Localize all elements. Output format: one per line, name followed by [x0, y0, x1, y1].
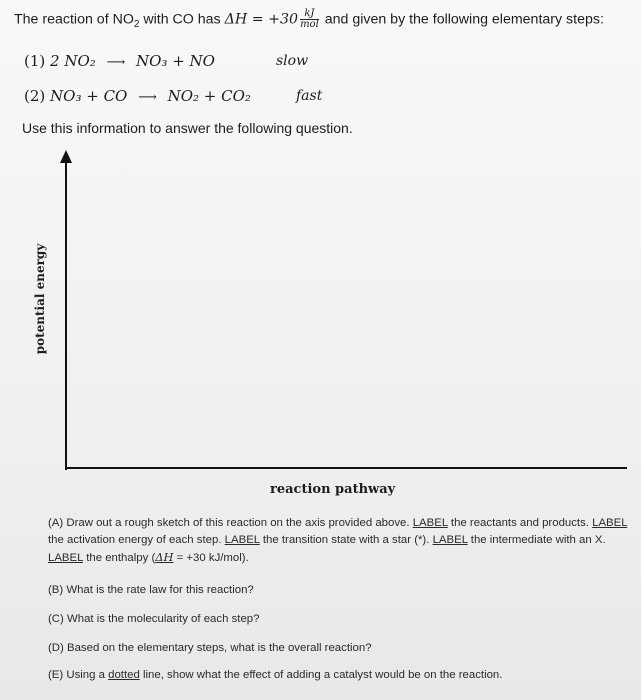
question-e — [48, 669, 502, 681]
unit-fraction — [300, 9, 319, 30]
step-2-rate: fast — [296, 88, 323, 104]
step-2-reactants: NO₃ + CO — [50, 87, 128, 105]
step-1-reactants: 2 NO₂ — [50, 52, 96, 70]
x-axis-label: reaction pathway — [270, 482, 396, 497]
dotted-keyword: dotted — [108, 669, 140, 681]
label-keyword: LABEL — [48, 552, 84, 564]
label-keyword: LABEL — [592, 517, 628, 529]
elementary-step-1 — [24, 52, 309, 70]
use-info-text: Use this information to answer the following question. — [22, 120, 353, 136]
question-a-text-1: (A) Draw out a rough sketch of this reaction on the axis provided above. — [48, 517, 413, 529]
intro-subscript: 2 — [133, 19, 140, 31]
question-a-text-7: = +30 kJ/mol). — [173, 552, 249, 564]
intro-prefix: The reaction of NO — [14, 11, 134, 28]
unit-numerator: kJ — [300, 9, 319, 20]
question-a-text-2: the reactants and products. — [447, 517, 593, 529]
step-1-products: NO₃ + NO — [135, 52, 215, 70]
label-keyword: LABEL — [224, 534, 260, 546]
step-2-products: NO₂ + CO₂ — [167, 87, 251, 105]
elementary-step-2 — [24, 87, 323, 105]
intro-middle: with CO has — [139, 11, 225, 28]
question-a — [48, 515, 628, 567]
delta-h-symbol: ΔH — [155, 550, 174, 564]
question-a-text-3: the activation energy of each step. — [48, 534, 225, 546]
question-c: (C) What is the molecularity of each step? — [48, 613, 260, 625]
step-1-rate: slow — [276, 53, 309, 69]
intro-text — [14, 9, 640, 30]
arrow-icon: ⟶ — [106, 55, 126, 70]
step-2-label: (2) — [24, 87, 46, 105]
question-a-text-4: the transition state with a star (*). — [259, 534, 433, 546]
label-keyword: LABEL — [412, 517, 448, 529]
question-a-text-5: the intermediate with an X. — [467, 534, 606, 546]
unit-denominator: mol — [300, 19, 319, 30]
question-e-text-1: (E) Using a — [48, 669, 109, 681]
y-axis — [65, 160, 67, 470]
question-b: (B) What is the rate law for this reaction? — [48, 584, 254, 596]
question-e-text-2: line, show what the effect of adding a catalyst would be on the reaction. — [139, 669, 503, 681]
question-d: (D) Based on the elementary steps, what is the overall reaction? — [48, 642, 372, 654]
arrow-icon: ⟶ — [138, 90, 157, 105]
delta-h-value: ΔH = +30 — [224, 11, 299, 28]
intro-suffix: and given by the following elementary steps: — [320, 11, 604, 28]
x-axis — [65, 467, 627, 469]
question-a-text-6: the enthalpy ( — [83, 552, 156, 564]
step-1-label: (1) — [24, 52, 46, 70]
label-keyword: LABEL — [432, 534, 468, 546]
y-axis-label: potential energy — [33, 243, 47, 355]
